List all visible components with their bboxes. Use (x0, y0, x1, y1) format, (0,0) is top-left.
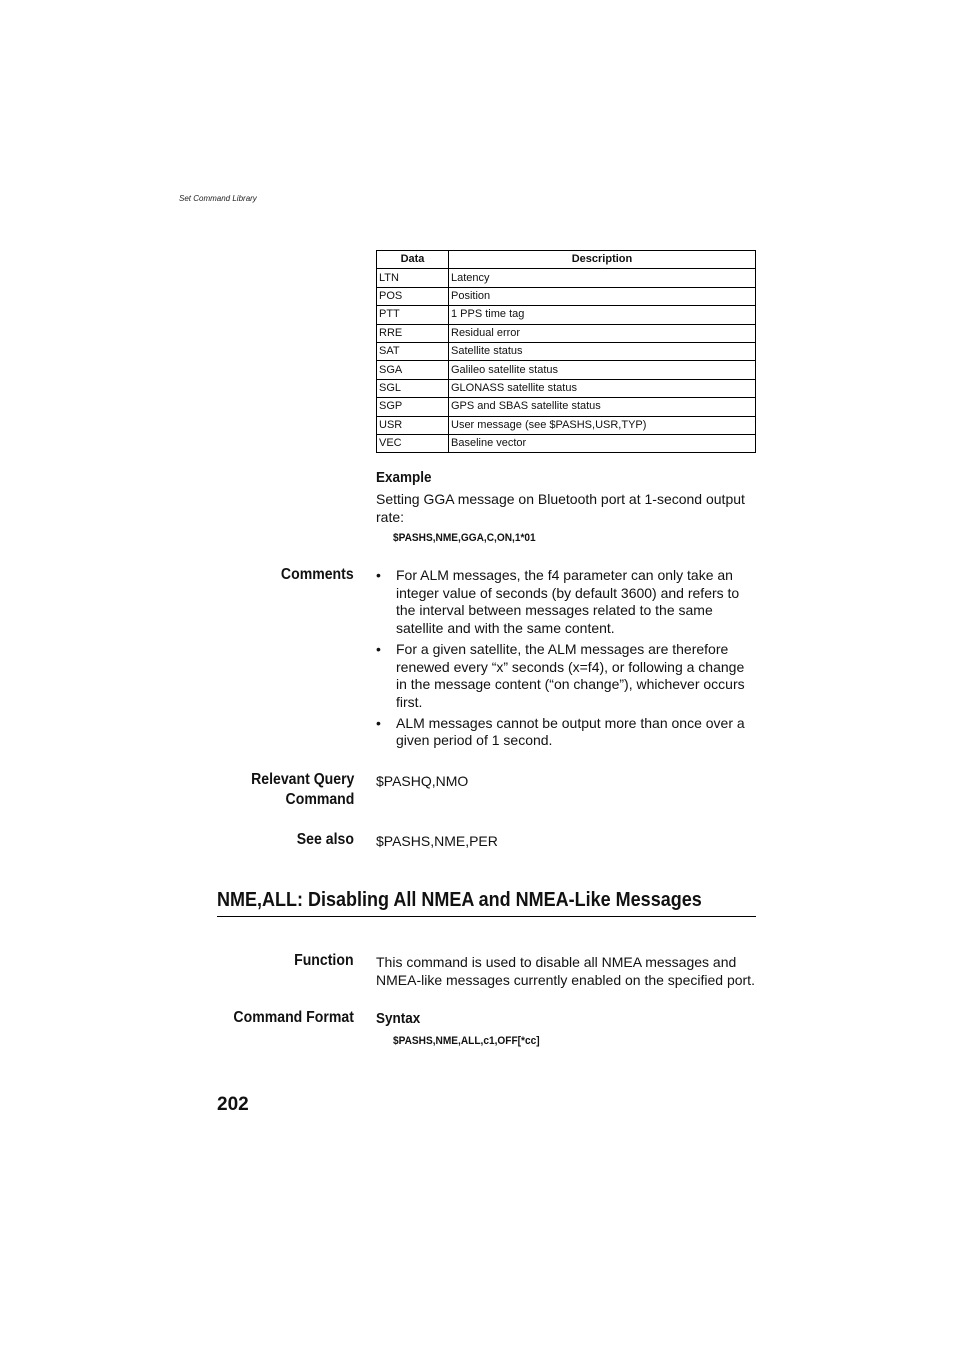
example-text: Setting GGA message on Bluetooth port at 1-second output rate: (376, 491, 745, 525)
list-item (376, 641, 758, 712)
list-item (376, 567, 758, 638)
function-label: Function (294, 952, 354, 969)
table-cell-description: Position (449, 287, 756, 305)
comments-label: Comments (281, 566, 354, 583)
page-number: 202 (217, 1094, 249, 1115)
table-cell-description: GPS and SBAS satellite status (449, 398, 756, 416)
section-title (217, 887, 756, 917)
table-cell-data: POS (377, 287, 449, 305)
table-row (377, 306, 756, 324)
command-format-label: Command Format (233, 1009, 354, 1026)
table-cell-data: SGL (377, 379, 449, 397)
table-cell-data: PTT (377, 306, 449, 324)
data-description-table (376, 250, 756, 453)
relevant-query-label-line2: Command (285, 791, 354, 808)
bullet-marker: • (376, 714, 381, 731)
table-row (377, 416, 756, 434)
section-title-text: NME,ALL: Disabling All NMEA and NMEA-Like Messages (217, 889, 702, 911)
table-cell-data: SAT (377, 342, 449, 360)
comment-text: ALM messages cannot be output more than once over a given period of 1 second. (396, 714, 745, 749)
table-cell-description: Galileo satellite status (449, 361, 756, 379)
syntax-code: $PASHS,NME,ALL,c1,OFF[*cc] (393, 1035, 540, 1047)
table-cell-description: Baseline vector (449, 434, 756, 452)
table-cell-data: SGP (377, 398, 449, 416)
comment-text: For a given satellite, the ALM messages are therefore renewed every “x” seconds (x=f4), or following a change in the message content (“on change”), whichever occurs first. (396, 640, 745, 710)
table-row (377, 342, 756, 360)
table-row (377, 324, 756, 342)
table-header-row (377, 251, 756, 269)
table-row (377, 361, 756, 379)
bullet-marker: • (376, 640, 381, 657)
see-also-label: See also (296, 831, 354, 848)
table-row (377, 269, 756, 287)
table-cell-description: User message (see $PASHS,USR,TYP) (449, 416, 756, 434)
table-cell-description: Residual error (449, 324, 756, 342)
table-row (377, 287, 756, 305)
relevant-query-value: $PASHQ,NMO (376, 773, 469, 789)
table-cell-data: LTN (377, 269, 449, 287)
table-row (377, 434, 756, 452)
table-cell-description: Latency (449, 269, 756, 287)
table-header-description: Description (449, 251, 756, 269)
syntax-heading: Syntax (376, 1010, 421, 1027)
function-text: This command is used to disable all NMEA messages and NMEA-like messages currently enabled on the specified port. (376, 954, 755, 988)
relevant-query-label-line1: Relevant Query (250, 771, 354, 788)
table-row (377, 398, 756, 416)
example-code: $PASHS,NME,GGA,C,ON,1*01 (393, 532, 536, 544)
comments-list (376, 567, 758, 753)
table-cell-description: GLONASS satellite status (449, 379, 756, 397)
table-row (377, 379, 756, 397)
list-item (376, 715, 758, 750)
table-cell-data: USR (377, 416, 449, 434)
table-cell-data: VEC (377, 434, 449, 452)
comment-text: For ALM messages, the f4 parameter can only take an integer value of seconds (by default 3600) and refers to the interval between messages related to the same satellite and with the same content. (396, 567, 740, 637)
see-also-value: $PASHS,NME,PER (376, 833, 498, 849)
example-heading: Example (376, 469, 432, 486)
table-cell-description: Satellite status (449, 342, 756, 360)
table-cell-description: 1 PPS time tag (449, 306, 756, 324)
table-cell-data: RRE (377, 324, 449, 342)
table-header-data: Data (377, 251, 449, 269)
relevant-query-label (251, 770, 354, 810)
table-cell-data: SGA (377, 361, 449, 379)
running-head: Set Command Library (179, 194, 257, 203)
bullet-marker: • (376, 567, 381, 583)
